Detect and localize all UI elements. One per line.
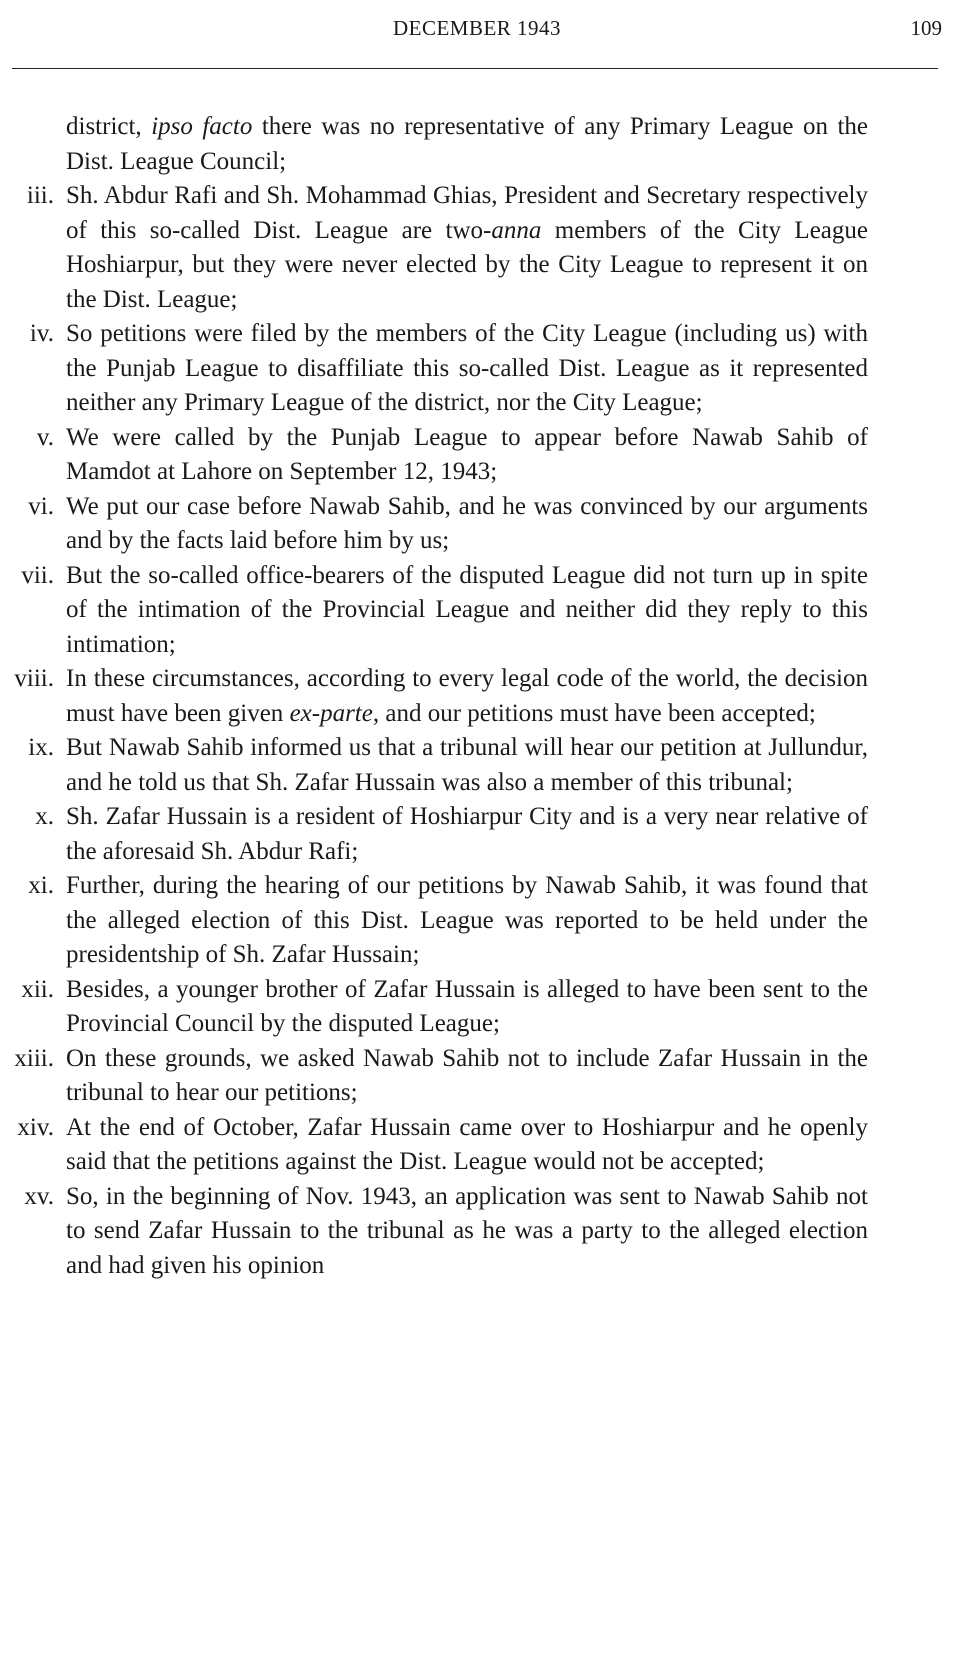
- item-text: Further, during the hearing of our petitions by Nawab Sahib, it was found that the alleged election of this Dist. League was reported to be held under the presidentship of Sh. Zafar Hussain;: [66, 872, 868, 968]
- header-rule: [12, 68, 938, 69]
- item-number: xii.: [21, 975, 54, 1003]
- page-number: 109: [910, 16, 942, 40]
- list-item: [0, 869, 950, 973]
- continuation-text-part2: there was no representative of any Primary League on the Dist. League Council;: [66, 113, 868, 175]
- item-text: Besides, a younger brother of Zafar Hussain is alleged to have been sent to the Provincial Council by the disputed League;: [66, 975, 868, 1037]
- list-item: [0, 662, 950, 731]
- item-text: On these grounds, we asked Nawab Sahib not to include Zafar Hussain in the tribunal to hear our petitions;: [66, 1044, 868, 1106]
- list-item: [0, 559, 950, 663]
- item-number: xv.: [24, 1182, 54, 1210]
- item-text: [66, 662, 868, 731]
- item-text-after: , and our petitions must have been accepted;: [372, 699, 816, 727]
- item-number: vi.: [28, 492, 54, 520]
- item-number: iii.: [26, 182, 54, 209]
- item-number: xiv.: [17, 1113, 54, 1141]
- list-item: [0, 179, 950, 317]
- list-item: [0, 1111, 950, 1180]
- item-text: So, in the beginning of Nov. 1943, an application was sent to Nawab Sahib not to send Zafar Hussain to the tribunal as he was a party to the alleged election and had given his opinion: [66, 1182, 868, 1279]
- item-text: We were called by the Punjab League to appear before Nawab Sahib of Mamdot at Lahore on September 12, 1943;: [66, 423, 868, 485]
- list-item: [0, 490, 950, 559]
- item-text: Sh. Zafar Hussain is a resident of Hoshiarpur City and is a very near relative of the aforesaid Sh. Abdur Rafi;: [66, 803, 868, 865]
- list-item: [0, 800, 950, 869]
- item-number: iv.: [29, 320, 54, 347]
- item-text-after: members of the City League Hoshiarpur, but they were never elected by the City League to represent it on the Dist. League;: [66, 216, 868, 313]
- item-number: ix.: [28, 734, 54, 761]
- item-text-before: Sh. Abdur Rafi and Sh. Mohammad Ghias, President and Secretary respectively of this so-called Dist. League are two-: [66, 182, 868, 244]
- item-number: x.: [35, 803, 54, 830]
- item-text: At the end of October, Zafar Hussain came over to Hoshiarpur and he openly said that the petitions against the Dist. League would not be accepted;: [66, 1113, 868, 1175]
- continuation-italic: ipso facto: [151, 113, 253, 140]
- continuation-paragraph: [0, 110, 950, 179]
- item-text: But the so-called office-bearers of the disputed League did not turn up in spite of the intimation of the Provincial League and neither did they reply to this intimation;: [66, 561, 868, 658]
- list-item: [0, 1042, 950, 1111]
- item-text-italic: ex-parte: [289, 699, 373, 727]
- item-number: xi.: [28, 872, 54, 899]
- item-number: v.: [36, 423, 54, 451]
- item-text: [66, 179, 868, 317]
- body-text: [0, 110, 950, 1283]
- item-number: vii.: [21, 561, 54, 589]
- item-text: We put our case before Nawab Sahib, and he was convinced by our arguments and by the facts laid before him by us;: [66, 492, 868, 554]
- item-text-before: In these circumstances, according to every legal code of the world, the decision must have been given: [66, 665, 868, 727]
- item-number: xiii.: [14, 1044, 54, 1072]
- continuation-text: [66, 110, 868, 179]
- item-text: But Nawab Sahib informed us that a tribunal will hear our petition at Jullundur, and he told us that Sh. Zafar Hussain was also a member of this tribunal;: [66, 734, 868, 796]
- item-text-italic: anna: [491, 216, 542, 244]
- list-item: [0, 973, 950, 1042]
- running-header: [12, 14, 942, 50]
- list-item: [0, 1180, 950, 1284]
- item-number: viii.: [14, 665, 54, 692]
- list-item: [0, 317, 950, 421]
- list-item: [0, 731, 950, 800]
- continuation-text-part1: district,: [66, 113, 152, 140]
- item-text: So petitions were filed by the members of the City League (including us) with the Punjab League to disaffiliate this so-called Dist. League as it represented neither any Primary League of the district, nor the City League;: [66, 320, 868, 416]
- running-title: DECEMBER 1943: [392, 16, 562, 40]
- list-item: [0, 421, 950, 490]
